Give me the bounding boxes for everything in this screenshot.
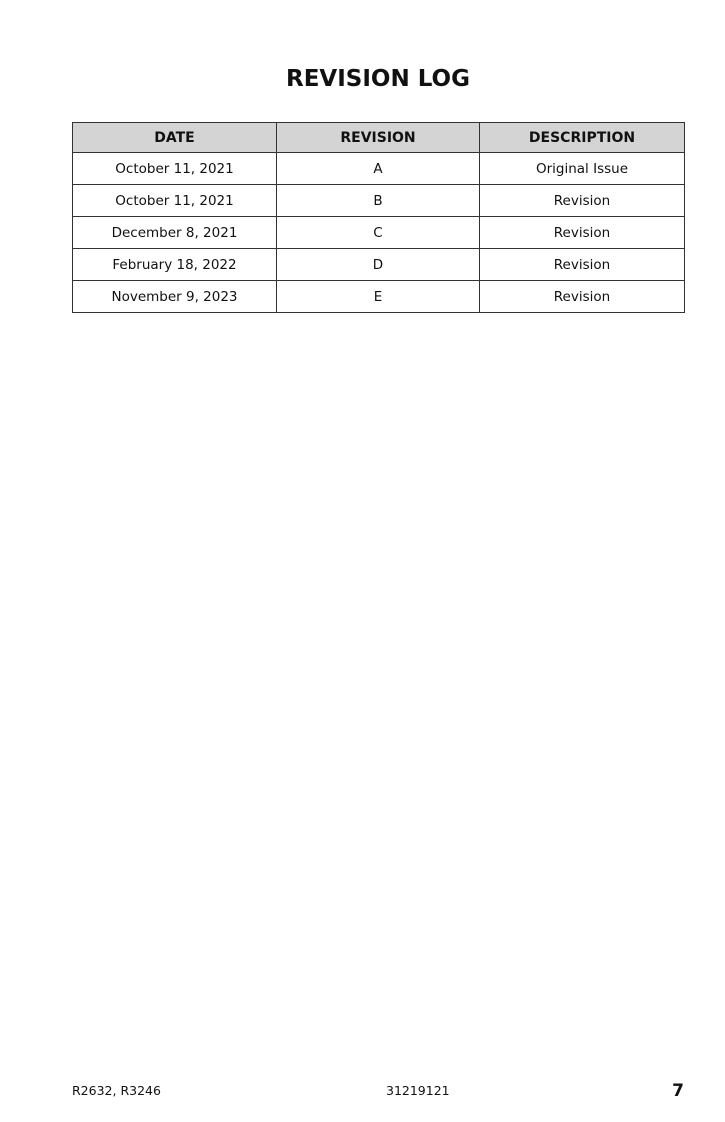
table-row — [73, 153, 685, 185]
description-cell: Revision — [480, 281, 685, 313]
date-cell: December 8, 2021 — [73, 217, 277, 249]
revision-cell: C — [277, 217, 480, 249]
table-header-row — [73, 123, 685, 153]
footer-model-numbers: R2632, R3246 — [72, 1083, 161, 1098]
revision-log-table — [72, 122, 685, 313]
table-row — [73, 281, 685, 313]
column-header-date: DATE — [73, 123, 277, 153]
column-header-description: DESCRIPTION — [480, 123, 685, 153]
revision-cell: A — [277, 153, 480, 185]
description-cell: Original Issue — [480, 153, 685, 185]
description-cell: Revision — [480, 249, 685, 281]
revision-cell: D — [277, 249, 480, 281]
column-header-revision: REVISION — [277, 123, 480, 153]
description-cell: Revision — [480, 217, 685, 249]
footer-document-number: 31219121 — [386, 1083, 450, 1098]
table-row — [73, 249, 685, 281]
revision-cell: E — [277, 281, 480, 313]
table-row — [73, 217, 685, 249]
table-row — [73, 185, 685, 217]
description-cell: Revision — [480, 185, 685, 217]
page-number: 7 — [672, 1081, 684, 1101]
revision-cell: B — [277, 185, 480, 217]
date-cell: November 9, 2023 — [73, 281, 277, 313]
date-cell: February 18, 2022 — [73, 249, 277, 281]
date-cell: October 11, 2021 — [73, 153, 277, 185]
date-cell: October 11, 2021 — [73, 185, 277, 217]
page-title: REVISION LOG — [286, 66, 470, 92]
